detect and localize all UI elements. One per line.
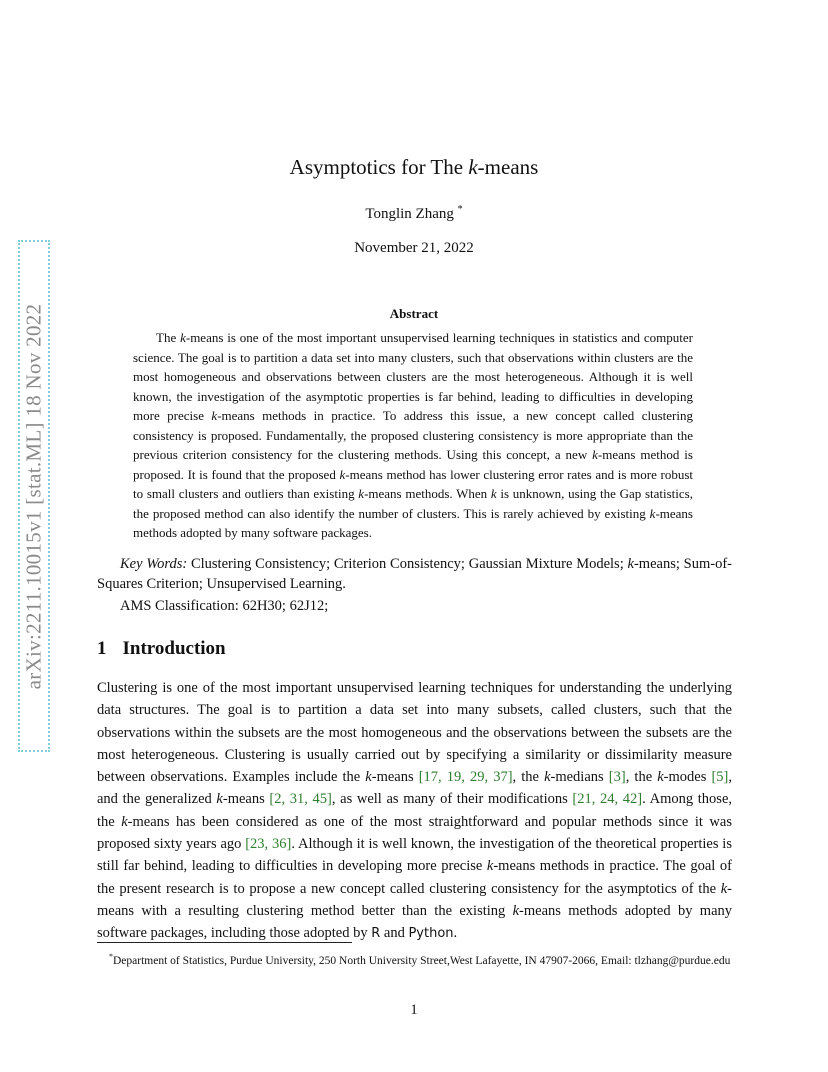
footnote xyxy=(97,948,732,970)
footnote-text: Department of Statistics, Purdue University, 250 North University Street,West Lafayette, IN 47907-2066, Email: tlzhang@purdue.edu xyxy=(113,954,731,967)
footnote-divider xyxy=(97,942,352,943)
citation-link[interactable]: [5] xyxy=(711,769,729,786)
keywords-label: Key Words: xyxy=(120,556,188,572)
paper-title: Asymptotics for The k-means xyxy=(289,155,539,179)
paper-date: November 21, 2022 xyxy=(354,240,474,256)
software-r: R xyxy=(371,926,381,942)
section-heading-introduction xyxy=(97,638,226,660)
citation-link[interactable]: [23, 36] xyxy=(245,836,292,853)
software-python: Python xyxy=(408,926,454,942)
citation-link[interactable]: [2, 31, 45] xyxy=(269,791,332,808)
section-title: Introduction xyxy=(122,638,226,659)
abstract-body: The k-means is one of the most important unsupervised learning techniques in statistics and computer science. The goal is to partition a data set into many clusters, such that observations within clusters are the most homogeneous and observations between clusters are the most heterogeneous. Although it is well known, the investigation of the asymptotic properties is far behind, leading to difficulties in developing more precise k-means methods in practice. To address this issue, a new concept called clustering consistency is proposed. Fundamentally, the proposed clustering consistency is more appropriate than the previous criterion consistency for the clustering methods. Using this concept, a new k-means method is proposed. It is found that the proposed k-means method has lower clustering error rates and is more robust to small clusters and outliers than existing k-means methods. When k is unknown, using the Gap statistics, the proposed method can also identify the number of clusters. This is rarely achieved by existing k-means methods adopted by many software packages. xyxy=(133,330,694,540)
footnote-mark: * xyxy=(109,952,113,961)
citation-link[interactable]: [21, 24, 42] xyxy=(572,791,643,808)
ams-classification: AMS Classification: 62H30; 62J12; xyxy=(120,598,329,614)
citation-link[interactable]: [3] xyxy=(608,769,626,786)
author-footnote-mark[interactable]: * xyxy=(457,204,463,215)
author-line xyxy=(0,204,828,223)
section-number: 1 xyxy=(97,638,107,659)
keywords: Key Words: Clustering Consistency; Criterion Consistency; Gaussian Mixture Models; k-means; Sum-of-Squares Criterion; Unsupervised Learning. xyxy=(97,556,732,592)
citation-link[interactable]: [17, 19, 29, 37] xyxy=(418,769,513,786)
introduction-paragraph: Clustering is one of the most important unsupervised learning techniques for understanding the underlying data structures. The goal is to partition a data set into many subsets, called clusters, such that the observations within the subsets are the most homogeneous and the observations between the subsets are the most heterogeneous. Clustering is usually carried out by specifying a similarity or dissimilarity measure between observations. Examples include the k-means [17, 19, 29, 37], the k-medians [3], the k-modes [5], and the generalized k-means [2, 31, 45], as well as many of their modifications [21, 24, 42]. Among those, the k-means has been considered as one of the most straightforward and popular methods since it was proposed sixty years ago [23, 36]. Although it is well known, the investigation of the theoretical properties is still far behind, leading to difficulties in developing more precise k-means methods in practice. The goal of the present research is to propose a new concept called clustering consistency for the asymptotics of the k-means with a resulting clustering method better than the existing k-means methods adopted by many software packages, including those adopted by R and Python. xyxy=(97,680,733,942)
author-name: Tonglin Zhang xyxy=(365,206,458,222)
abstract-heading: Abstract xyxy=(389,306,439,321)
page-number: 1 xyxy=(410,1002,418,1018)
arxiv-identifier: arXiv:2211.10015v1 [stat.ML] 18 Nov 2022 xyxy=(21,303,46,689)
